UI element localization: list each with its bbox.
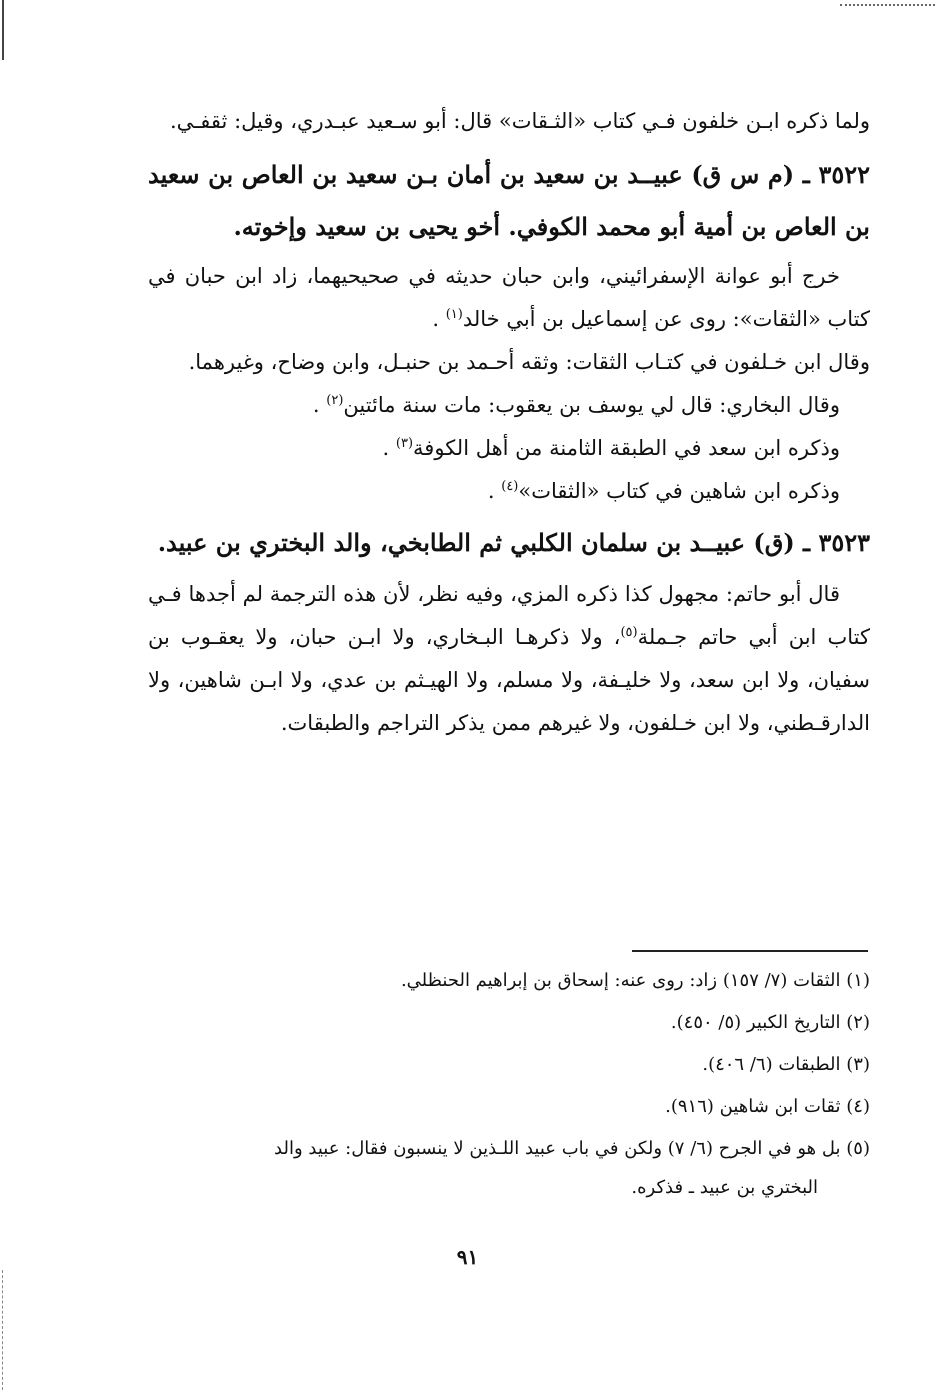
entry-heading-3523: ٣٥٢٣ ـ (ق) عبيــد بن سلمان الكلبي ثم الطابخي، والد البختري بن عبيد.	[157, 528, 870, 557]
footnote-5	[160, 1128, 870, 1206]
footnote-marker: (٢)	[326, 393, 344, 408]
paragraph-text: خرج أبو عوانة الإسفرائيني، وابن حبان حديثه في صحيحيهما، زاد ابن حبان في كتاب «الثقات»: روى عن إسماعيل بن أبي خالد	[148, 264, 870, 331]
footnote-marker: (٣)	[395, 436, 414, 451]
paragraph-text: وذكره ابن شاهين في كتاب «الثقات»	[518, 479, 840, 503]
footnotes	[160, 960, 870, 1206]
footnote-5-line-1: (٥) بل هو في الجرح (٦/ ٧) ولكن في باب عبيد اللـذين لا ينسبون فقال: عبيد والد	[274, 1138, 870, 1159]
scan-edge-mark	[840, 4, 935, 6]
footnote-4: (٤) ثقات ابن شاهين (٩١٦).	[665, 1096, 870, 1117]
paragraph-end: .	[382, 436, 396, 460]
main-text	[148, 100, 870, 745]
paragraph-text: وقال البخاري: قال لي يوسف بن يعقوب: مات سنة مائتين	[343, 393, 840, 417]
footnote-marker: (١)	[445, 307, 463, 322]
paragraph: وقال ابن خـلفون في كتـاب الثقات: وثقه أحـمد بن حنبـل، وابن وضاح، وغيرهما.	[188, 350, 870, 374]
scan-edge-mark	[2, 0, 4, 60]
footnote-3: (٣) الطبقات (٦/ ٤٠٦).	[702, 1054, 870, 1075]
paragraph	[148, 470, 870, 513]
scan-edge-mark	[2, 1270, 4, 1390]
footnote-marker: (٥)	[620, 625, 638, 640]
footnote-separator	[632, 950, 868, 952]
paragraph-end: .	[432, 307, 446, 331]
paragraph	[148, 573, 870, 745]
footnote-5-line-2: البختري بن عبيد ـ فذكره.	[631, 1177, 818, 1198]
page-number: ٩١	[456, 1245, 479, 1269]
footnote-2: (٢) التاريخ الكبير (٥/ ٤٥٠).	[670, 1012, 870, 1033]
paragraph-end: .	[312, 393, 327, 417]
footnote-marker: (٤)	[501, 479, 519, 494]
paragraph-text: ، ولا ذكرهـا البـخاري، ولا ابـن حبان، ولا يعقـوب بن سفيان، ولا ابن سعد، ولا خليـفة، ولا مسلم، ولا الهيـثم بن عدي، ولا ابـن شاهين، ولا الدارقـطني، ولا ابن خـلفون، ولا غيرهم ممن يذكر التراجم والطبقات.	[148, 625, 870, 735]
paragraph-text: قال أبو حاتم: مجهول كذا ذكره المزي، وفيه نظر، لأن هذه الترجمة لم أجدها فـي كتاب ابن أبي حاتم جـملة	[148, 582, 870, 649]
paragraph-end: .	[487, 479, 502, 503]
paragraph	[148, 255, 870, 341]
entry-heading-3522: ٣٥٢٢ ـ (م س ق) عبيــد بن سعيد بن أمان بـن سعيد بن العاص بن سعيد بن العاص بن أمية أبو محمد الكوفي. أخو يحيى بن سعيد وإخوته.	[148, 160, 870, 241]
paragraph	[148, 427, 870, 470]
paragraph-text: وذكره ابن سعد في الطبقة الثامنة من أهل الكوفة	[413, 436, 840, 460]
footnote-1: (١) الثقات (٧/ ١٥٧) زاد: روى عنه: إسحاق بن إبراهيم الحنظلي.	[400, 970, 870, 991]
paragraph	[148, 384, 870, 427]
paragraph: ولما ذكره ابـن خلفون فـي كتاب «الثـقات» قال: أبو سـعيد عبـدري، وقيل: ثقفـي.	[169, 109, 870, 133]
